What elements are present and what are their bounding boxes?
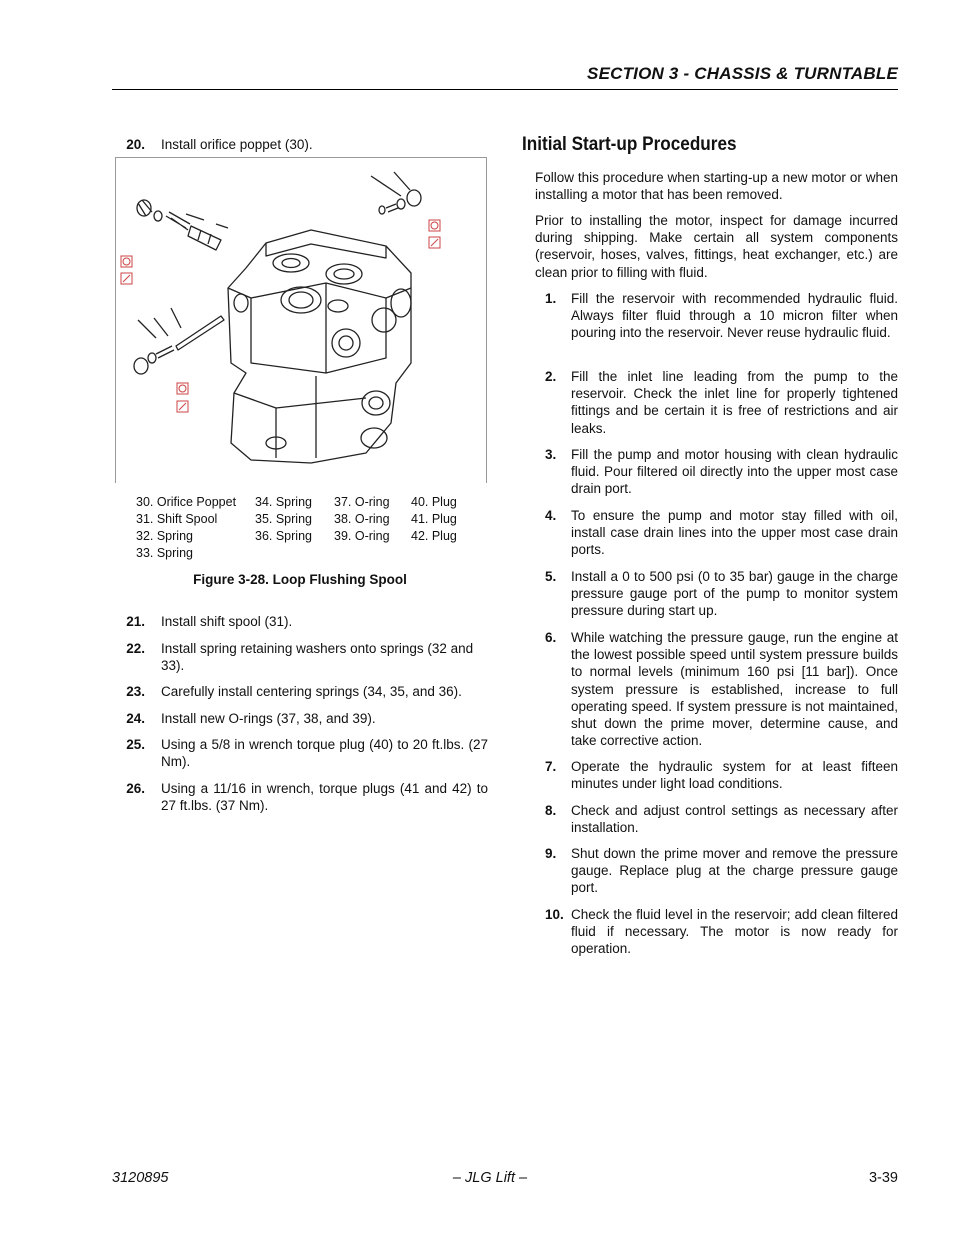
legend-item: 42. Plug: [411, 529, 457, 543]
step-24: [115, 710, 488, 728]
step-21: [115, 613, 488, 631]
step-number: 5.: [545, 569, 557, 584]
step-26: [115, 780, 488, 816]
step-text: Fill the reservoir with recommended hydraulic fluid. Always filter fluid through a 10 micron filter when pouring into the reservoir. Never reuse hydraulic fluid.: [571, 291, 898, 341]
figure-caption: Figure 3-28. Loop Flushing Spool: [193, 572, 407, 587]
publisher: – JLG Lift –: [452, 1170, 528, 1186]
step-text: Install new O-rings (37, 38, and 39).: [161, 711, 376, 726]
intro-paragraph: Follow this procedure when starting-up a new motor or when installing a motor that has been removed.: [535, 170, 898, 203]
legend-item: 32. Spring: [136, 529, 193, 543]
legend-item: 40. Plug: [411, 495, 457, 509]
step-number: 20.: [126, 137, 145, 152]
step-number: 23.: [126, 684, 145, 699]
step-25: [115, 736, 488, 772]
step-number: 24.: [126, 711, 145, 726]
step-text: Fill the inlet line leading from the pump to the reservoir. Check the inlet line for properly tightened fittings and be certain it is free of restrictions and air leaks.: [571, 369, 898, 436]
step-text: Using a 11/16 in wrench, torque plugs (41 and 42) to 27 ft.lbs. (37 Nm).: [161, 781, 488, 814]
step-number: 10.: [545, 907, 564, 922]
legend-item: 36. Spring: [255, 529, 312, 543]
legend-item: 38. O-ring: [334, 512, 390, 526]
step-text: Install shift spool (31).: [161, 614, 293, 629]
step-text: Check the fluid level in the reservoir; add clean filtered fluid if necessary. The motor is now ready for operation.: [571, 907, 898, 957]
step-number: 22.: [126, 641, 145, 656]
step-number: 8.: [545, 803, 557, 818]
doc-number: 3120895: [112, 1170, 169, 1186]
step-20: [115, 136, 488, 154]
step-text: Using a 5/8 in wrench torque plug (40) to 20 ft.lbs. (27 Nm).: [161, 737, 488, 770]
step-text: Carefully install centering springs (34, 35, and 36).: [161, 684, 462, 699]
step-text: Operate the hydraulic system for at least fifteen minutes under light load conditions.: [571, 759, 898, 792]
step-number: 6.: [545, 630, 557, 645]
motor-exploded-diagram: [116, 158, 486, 483]
step-22: [115, 640, 488, 676]
legend-item: 33. Spring: [136, 546, 193, 560]
step-number: 7.: [545, 759, 557, 774]
step-text: Fill the pump and motor housing with clean hydraulic fluid. Pour filtered oil directly into the upper most case drain port.: [571, 447, 898, 497]
legend-item: 30. Orifice Poppet: [136, 495, 237, 509]
section-header: SECTION 3 - CHASSIS & TURNTABLE: [587, 64, 898, 83]
step-text: Shut down the prime mover and remove the pressure gauge. Replace plug at the charge pressure gauge port.: [571, 846, 898, 896]
page-number: 3-39: [868, 1170, 898, 1186]
header-rule: [112, 89, 898, 90]
step-number: 3.: [545, 447, 557, 462]
intro-paragraph: Prior to installing the motor, inspect for damage incurred during shipping. Make certain all system components (reservoir, hoses, valves, fittings, heat exchanger, etc.) are clean prior to filling with fluid.: [535, 213, 898, 280]
step-23: [115, 683, 488, 701]
step-text: Install orifice poppet (30).: [161, 137, 313, 152]
step-text: Install a 0 to 500 psi (0 to 35 bar) gauge in the charge pressure gauge port of the pump to monitor system pressure during start up.: [571, 569, 898, 619]
step-text: Check and adjust control settings as necessary after installation.: [571, 803, 898, 836]
step-number: 25.: [126, 737, 145, 752]
legend-item: 37. O-ring: [334, 495, 390, 509]
step-number: 9.: [545, 846, 557, 861]
legend-item: 41. Plug: [411, 512, 457, 526]
step-number: 4.: [545, 508, 557, 523]
step-text: Install spring retaining washers onto springs (32 and 33).: [161, 641, 474, 674]
step-number: 26.: [126, 781, 145, 796]
legend-item: 34. Spring: [255, 495, 312, 509]
step-number: 21.: [126, 614, 145, 629]
legend-item: 31. Shift Spool: [136, 512, 218, 526]
step-text: While watching the pressure gauge, run the engine at the lowest possible speed until system pressure builds to normal levels (minimum 160 psi [11 bar]). Once system pressure is established, increase to full operating speed. If system pressure is not maintained, shut down the prime mover, determine cause, and take corrective action.: [571, 630, 898, 749]
step-text: To ensure the pump and motor stay filled with oil, install case drain lines into the upper most case drain ports.: [571, 508, 898, 558]
step-number: 2.: [545, 369, 557, 384]
step-number: 1.: [545, 291, 557, 306]
legend-item: 39. O-ring: [334, 529, 390, 543]
loop-flushing-spool-figure: [115, 157, 487, 483]
legend-item: 35. Spring: [255, 512, 312, 526]
section-title: Initial Start-up Procedures: [522, 133, 737, 155]
